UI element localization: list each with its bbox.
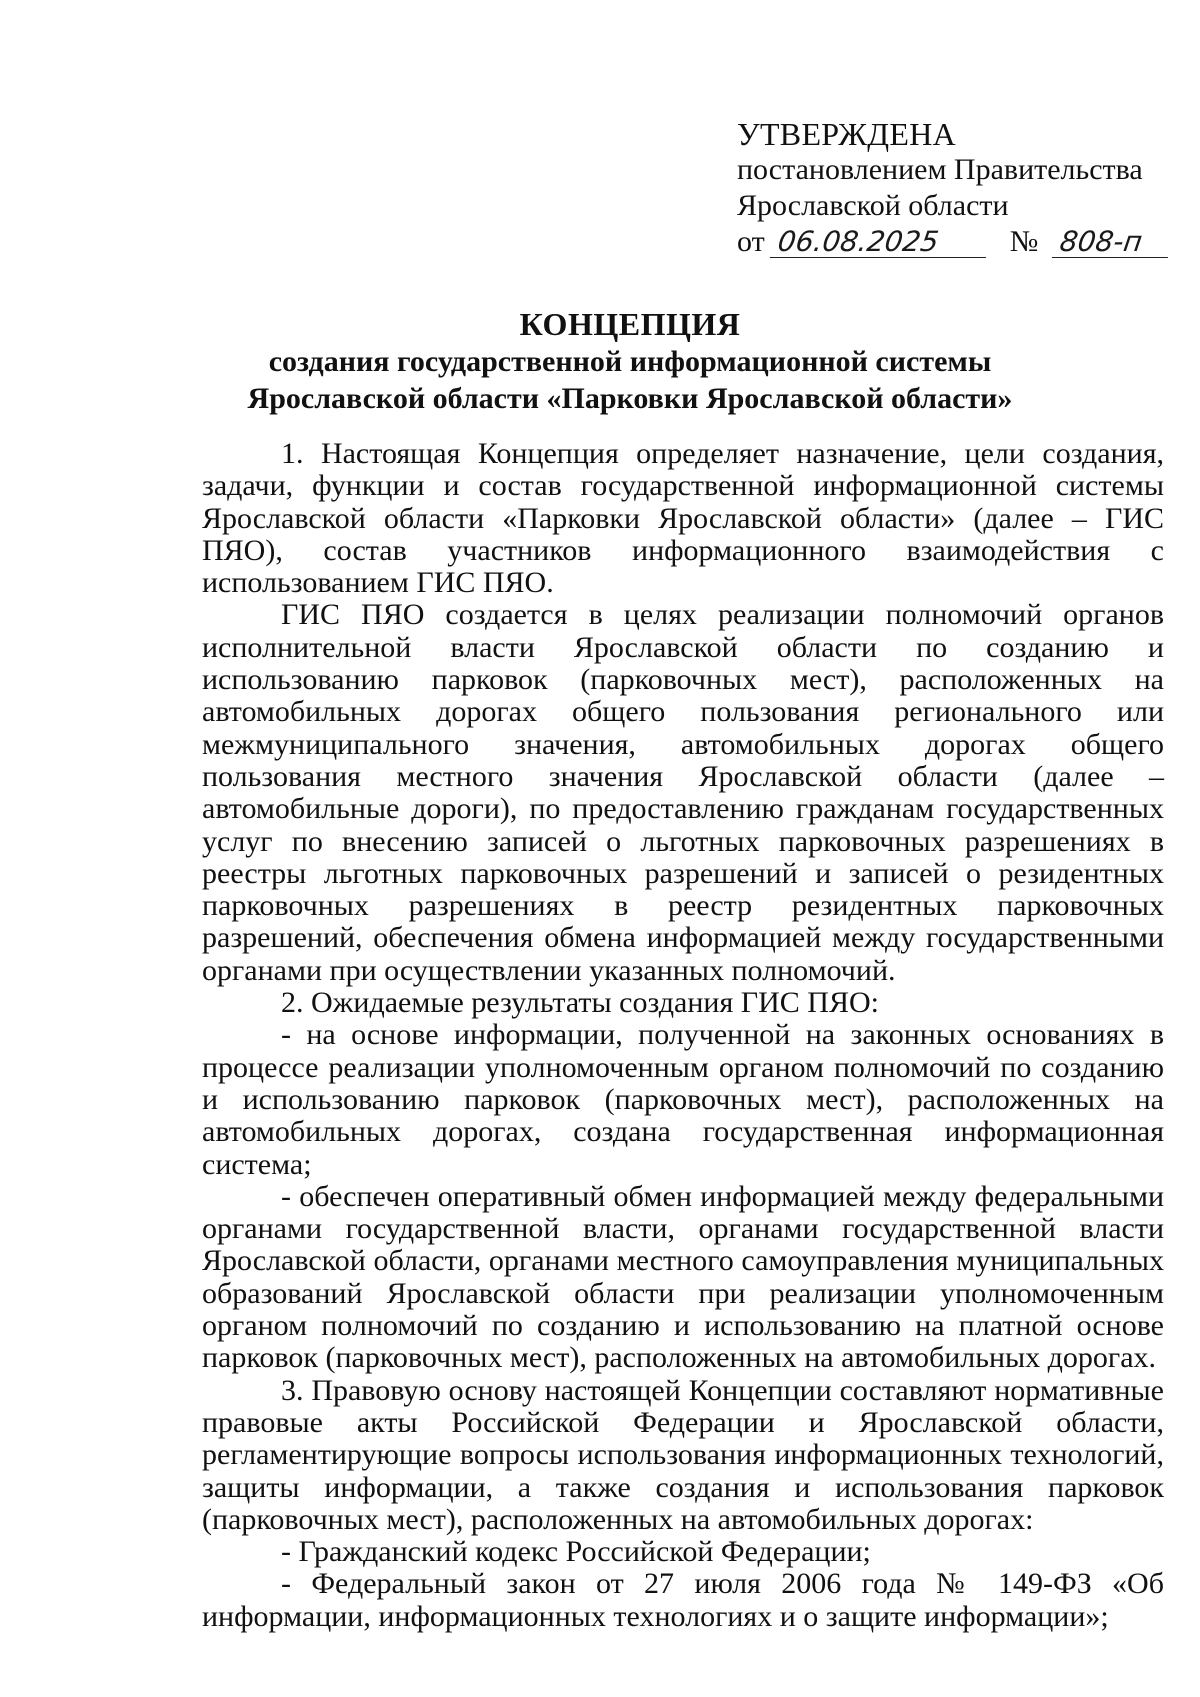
paragraph: - на основе информации, полученной на законных основаниях в процессе реализации уполномоченным органом полномочий по созданию и использованию парковок (парковочных мест), расположенных на автомобильных дорогах, создана государственная информационная система; bbox=[202, 1018, 1164, 1181]
handwritten-date: 06.08.2025 bbox=[770, 227, 990, 258]
approval-heading: УТВЕРЖДЕНА bbox=[737, 116, 957, 152]
paragraph: - Федеральный закон от 27 июля 2006 года № 149-ФЗ «Об информации, информационных технологиях и о защите информации»; bbox=[202, 1567, 1164, 1633]
paragraph: - обеспечен оперативный обмен информацией между федеральными органами государственной власти, органами государственной власти Ярославской области, органами местного самоуправления муниципальных образований Ярославской области при реализации уполномоченным органом полномочий по созданию и использованию на платной основе парковок (парковочных мест), расположенных на автомобильных дорогах. bbox=[202, 1179, 1164, 1375]
approval-date-line bbox=[737, 224, 1177, 260]
handwritten-number: 808-п bbox=[1052, 227, 1172, 258]
paragraph: 1. Настоящая Концепция определяет назначение, цели создания, задачи, функции и состав государственной информационной системы Ярославской области «Парковки Ярославской области» (далее – ГИС ПЯО), состав участников информационного взаимодействия с использованием ГИС ПЯО. bbox=[202, 437, 1164, 600]
title-line-3: Ярославской области «Парковки Ярославской области» bbox=[247, 382, 1013, 415]
paragraph: ГИС ПЯО создается в целях реализации полномочий органов исполнительной власти Ярославской области по созданию и использованию парковок (парковочных мест), расположенных на автомобильных дорогах общего пользования регионального или межмуниципального значения, автомобильных дорогах общего пользования местного значения Ярославской области (далее – автомобильные дороги), по предоставлению гражданам государственных услуг по внесению записей о льготных парковочных разрешениях в реестры льготных парковочных разрешений и записей о резидентных парковочных разрешениях в реестр резидентных парковочных разрешений, обеспечения обмена информацией между государственными органами при осуществлении указанных полномочий. bbox=[202, 598, 1164, 987]
paragraph: 2. Ожидаемые результаты создания ГИС ПЯО: bbox=[281, 986, 879, 1020]
number-sign: № bbox=[1009, 225, 1039, 258]
title-line-1: КОНЦЕПЦИЯ bbox=[519, 306, 741, 342]
document-body bbox=[202, 438, 1164, 1633]
approval-line-2: Ярославской области bbox=[737, 189, 1009, 222]
approval-stamp-block bbox=[737, 116, 1177, 260]
paragraph: 3. Правовую основу настоящей Концепции составляют нормативные правовые акты Российской Федерации и Ярославской области, регламентирующие вопросы использования информационных технологий, защиты информации, а также создания и использования парковок (парковочных мест), расположенных на автомобильных дорогах: bbox=[202, 1373, 1164, 1536]
document-title bbox=[190, 306, 1070, 417]
paragraph: - Гражданский кодекс Российской Федерации; bbox=[281, 1535, 871, 1569]
title-line-2: создания государственной информационной системы bbox=[268, 345, 992, 378]
date-prefix: от bbox=[737, 225, 765, 258]
approval-line-1: постановлением Правительства bbox=[737, 153, 1143, 186]
